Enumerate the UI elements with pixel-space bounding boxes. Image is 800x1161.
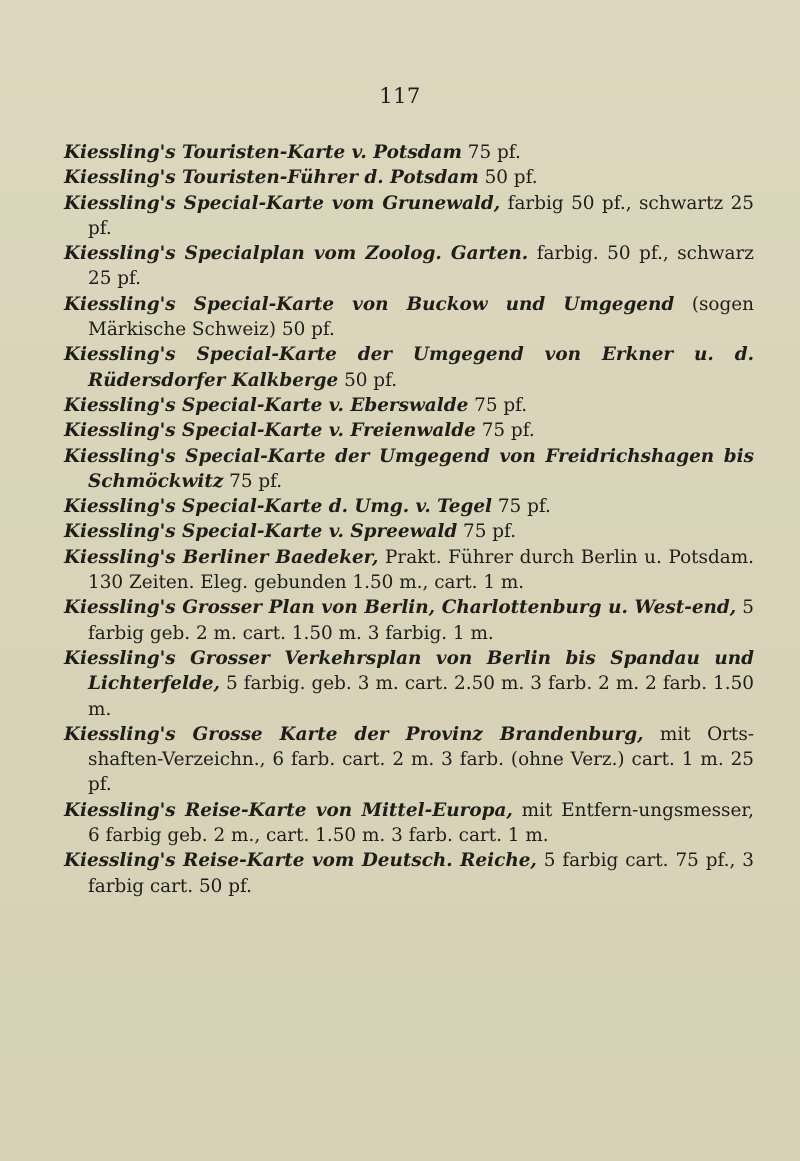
entry-title: Kiessling's Grosser Verkehrsplan von Berlin bis Spandau und Lichterfelde, <box>64 647 754 695</box>
entry-details: 5 farbig. geb. 3 m. cart. 2.50 m. 3 farb. 2 m. 2 farb. 1.50 m. <box>88 673 754 720</box>
entry-title: Kiessling's Grosser Plan von Berlin, Charlottenburg u. West-end, <box>64 597 737 619</box>
catalog-entry <box>64 140 754 165</box>
entry-details: 75 pf. <box>461 142 521 163</box>
entry-title: Kiessling's Special-Karte der Umgegend von Erkner u. d. Rüdersdorfer Kalkberge <box>64 344 754 391</box>
entry-details: farbig. 50 pf., schwarz 25 pf. <box>88 243 754 290</box>
catalog-entry <box>64 191 754 242</box>
entry-title: Kiessling's Specialplan vom Zoolog. Garten. <box>64 243 529 265</box>
catalog-entry <box>64 418 754 443</box>
entry-details: 5 farbig cart. 75 pf., 3 farbig cart. 50 pf. <box>88 850 754 897</box>
entry-details: farbig 50 pf., schwartz 25 pf. <box>88 192 754 239</box>
entry-title: Kiessling's Special-Karte v. Spreewald <box>64 521 458 543</box>
catalog-entry <box>64 848 754 899</box>
entry-details: mit Orts-shaften-Verzeichn., 6 farb. cart. 2 m. 3 farb. (ohne Verz.) cart. 1 m. 25 pf. <box>88 723 754 796</box>
entry-title: Kiessling's Reise-Karte von Mittel-Europa, <box>64 799 513 821</box>
catalog-entry <box>64 519 754 544</box>
entry-details: 75 pf. <box>223 470 283 492</box>
entry-details: 75 pf. <box>475 420 535 442</box>
catalog-entry <box>64 646 754 722</box>
entry-title: Kiessling's Special-Karte von Buckow und Umgegend <box>64 293 675 315</box>
catalog-entry <box>64 722 754 798</box>
catalog-entry <box>64 545 754 596</box>
catalog-entry <box>64 798 754 849</box>
entry-details: mit Entfern-ungsmesser, 6 farbig geb. 2 m., cart. 1.50 m. 3 farb. cart. 1 m. <box>88 799 754 847</box>
entry-details: 75 pf. <box>468 394 528 416</box>
catalog-entry <box>64 393 754 418</box>
entry-details: Prakt. Führer durch Berlin u. Potsdam. 130 Zeiten. Eleg. gebunden 1.50 m., cart. 1 m. <box>88 546 754 594</box>
entry-title: Kiessling's Touristen-Führer d. Potsdam <box>64 167 479 189</box>
page-number: 117 <box>379 84 421 108</box>
entry-title: Kiessling's Berliner Baedeker, <box>64 546 379 568</box>
entry-title: Kiessling's Grosse Karte der Provinz Brandenburg, <box>64 723 644 745</box>
entry-title: Kiessling's Special-Karte der Umgegend von Freidrichshagen bis Schmöckwitz <box>64 445 754 492</box>
entry-details: 50 pf. <box>478 167 538 189</box>
entry-title: Kiessling's Special-Karte vom Grunewald, <box>64 192 501 214</box>
entry-details: 75 pf. <box>457 521 517 543</box>
catalog-entry <box>64 342 754 393</box>
entry-title: Kiessling's Special-Karte v. Eberswalde <box>64 394 469 416</box>
entry-details: (sogen Märkische Schweiz) 50 pf. <box>88 293 754 341</box>
catalog-entry <box>64 165 754 190</box>
entry-title: Kiessling's Special-Karte v. Freienwalde <box>64 420 476 442</box>
catalog-entry-list <box>64 140 754 899</box>
entry-title: Kiessling's Reise-Karte vom Deutsch. Reiche, <box>64 850 537 872</box>
entry-details: 5 farbig geb. 2 m. cart. 1.50 m. 3 farbig. 1 m. <box>88 597 754 644</box>
entry-details: 75 pf. <box>492 496 551 518</box>
catalog-entry <box>64 241 754 292</box>
catalog-entry <box>64 595 754 646</box>
entry-title: Kiessling's Special-Karte d. Umg. v. Tegel <box>64 496 493 518</box>
entry-title: Kiessling's Touristen-Karte v. Potsdam <box>64 142 462 163</box>
catalog-entry <box>64 292 754 343</box>
catalog-entry <box>64 494 754 519</box>
entry-details: 50 pf. <box>338 369 398 391</box>
catalog-entry <box>64 444 754 495</box>
